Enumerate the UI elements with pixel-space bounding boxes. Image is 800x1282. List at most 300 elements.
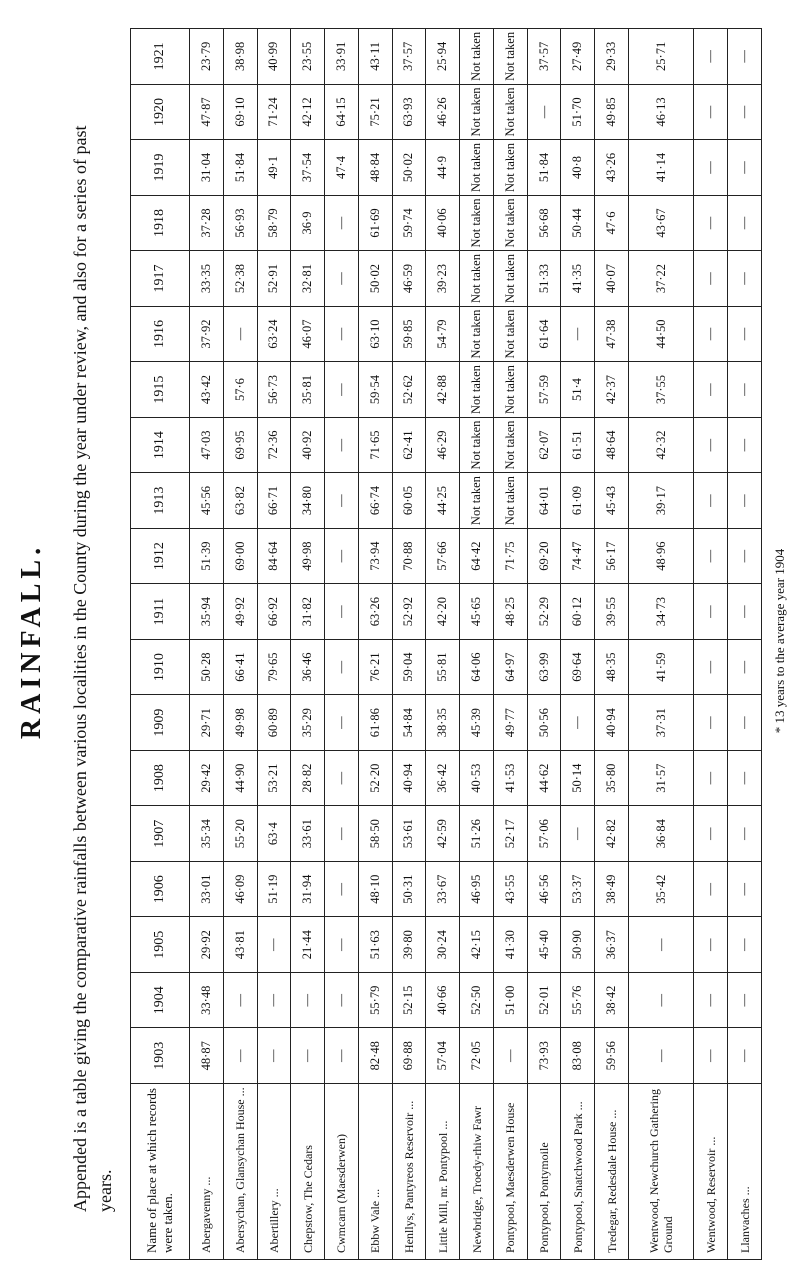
rainfall-value-cell: 30·24	[426, 917, 460, 973]
rainfall-value-cell: 63·26	[358, 584, 392, 640]
rainfall-value-cell: —	[325, 639, 359, 695]
rainfall-value-cell: —	[728, 639, 762, 695]
rainfall-value-cell: —	[325, 584, 359, 640]
place-name-cell: Abergavenny ...	[190, 1084, 224, 1260]
rainfall-value-cell: 48·35	[595, 639, 629, 695]
rainfall-value-cell: 50·14	[561, 750, 595, 806]
rainfall-value-cell: 76·21	[358, 639, 392, 695]
rainfall-value-cell: Not taken	[493, 84, 527, 140]
rainfall-value-cell: 69·00	[223, 528, 257, 584]
rainfall-value-cell: —	[694, 584, 728, 640]
rainfall-value-cell: 53·61	[392, 806, 426, 862]
rainfall-value-cell: 41·53	[493, 750, 527, 806]
rainfall-value-cell: 43·11	[358, 29, 392, 85]
rainfall-value-cell: 42·88	[426, 362, 460, 418]
rainfall-value-cell: 43·42	[190, 362, 224, 418]
rainfall-value-cell: 46·59	[392, 251, 426, 307]
table-row	[694, 29, 728, 1260]
table-row	[460, 29, 494, 1260]
rainfall-value-cell: Not taken	[493, 251, 527, 307]
rainfall-value-cell: —	[325, 750, 359, 806]
table-row	[223, 29, 257, 1260]
rainfall-value-cell: 52·62	[392, 362, 426, 418]
rainfall-value-cell: 52·01	[527, 972, 561, 1028]
rainfall-value-cell: 47·6	[595, 195, 629, 251]
rainfall-value-cell: 38·49	[595, 861, 629, 917]
rainfall-value-cell: —	[728, 917, 762, 973]
rainfall-value-cell: —	[694, 417, 728, 473]
rainfall-value-cell: —	[257, 972, 291, 1028]
year-column-header: 1909	[131, 695, 190, 751]
rainfall-value-cell: 49·1	[257, 140, 291, 196]
table-row	[426, 29, 460, 1260]
rainfall-value-cell: 37·54	[291, 140, 325, 196]
rainfall-value-cell: 59·04	[392, 639, 426, 695]
rainfall-value-cell: 43·81	[223, 917, 257, 973]
rainfall-value-cell: 69·10	[223, 84, 257, 140]
rainfall-value-cell: 51·4	[561, 362, 595, 418]
rainfall-value-cell: Not taken	[460, 473, 494, 529]
rainfall-value-cell: 35·80	[595, 750, 629, 806]
rainfall-value-cell: 48·25	[493, 584, 527, 640]
rainfall-value-cell: 38·42	[595, 972, 629, 1028]
rainfall-value-cell: —	[694, 362, 728, 418]
rainfall-value-cell: 41·35	[561, 251, 595, 307]
year-column-header: 1917	[131, 251, 190, 307]
rainfall-value-cell: —	[628, 917, 693, 973]
rainfall-value-cell: 64·06	[460, 639, 494, 695]
rainfall-value-cell: 52·91	[257, 251, 291, 307]
rainfall-value-cell: 48·96	[628, 528, 693, 584]
rainfall-value-cell: 23·55	[291, 29, 325, 85]
rainfall-value-cell: 72·36	[257, 417, 291, 473]
rainfall-value-cell: 46·56	[527, 861, 561, 917]
rainfall-value-cell: —	[325, 251, 359, 307]
rainfall-value-cell: 36·84	[628, 806, 693, 862]
rainfall-value-cell: 53·21	[257, 750, 291, 806]
rainfall-value-cell: Not taken	[460, 306, 494, 362]
rainfall-value-cell: Not taken	[493, 29, 527, 85]
rainfall-value-cell: 36·42	[426, 750, 460, 806]
rainfall-value-cell: Not taken	[460, 84, 494, 140]
rainfall-value-cell: 36·37	[595, 917, 629, 973]
table-row	[392, 29, 426, 1260]
rainfall-value-cell: —	[728, 251, 762, 307]
rainfall-value-cell: 31·82	[291, 584, 325, 640]
place-name-cell: Newbridge, Troedy-rhiw Fawr	[460, 1084, 494, 1260]
rainfall-value-cell: —	[694, 29, 728, 85]
rainfall-value-cell: —	[728, 861, 762, 917]
rainfall-value-cell: 51·70	[561, 84, 595, 140]
rainfall-value-cell: 60·12	[561, 584, 595, 640]
rainfall-value-cell: 41·59	[628, 639, 693, 695]
rainfall-value-cell: 49·98	[291, 528, 325, 584]
year-column-header: 1914	[131, 417, 190, 473]
rainfall-value-cell: 39·80	[392, 917, 426, 973]
rainfall-value-cell: —	[628, 1028, 693, 1084]
rainfall-value-cell: 71·65	[358, 417, 392, 473]
table-row	[628, 29, 693, 1260]
rainfall-value-cell: 48·84	[358, 140, 392, 196]
rainfall-value-cell: Not taken	[493, 306, 527, 362]
rainfall-value-cell: 45·65	[460, 584, 494, 640]
rainfall-value-cell: Not taken	[493, 473, 527, 529]
place-name-cell: Wentwood, Newchurch Gathering Ground	[628, 1084, 693, 1260]
place-name-cell: Pontypool, Maesderwen House	[493, 1084, 527, 1260]
place-name-cell: Pontypool, Pontymoile	[527, 1084, 561, 1260]
rainfall-value-cell: —	[694, 861, 728, 917]
rainfall-value-cell: 41·14	[628, 140, 693, 196]
rainfall-value-cell: 40·07	[595, 251, 629, 307]
rainfall-value-cell: 73·93	[527, 1028, 561, 1084]
place-name-cell: Wentwood, Reservoir ...	[694, 1084, 728, 1260]
rainfall-value-cell: —	[694, 140, 728, 196]
rainfall-value-cell: 51·39	[190, 528, 224, 584]
rainfall-value-cell: 58·79	[257, 195, 291, 251]
place-name-cell: Pontypool, Snatchwood Park ...	[561, 1084, 595, 1260]
rainfall-value-cell: 60·05	[392, 473, 426, 529]
rainfall-value-cell: —	[291, 972, 325, 1028]
rainfall-value-cell: 50·31	[392, 861, 426, 917]
table-row	[728, 29, 762, 1260]
rainfall-value-cell: 82·48	[358, 1028, 392, 1084]
rainfall-value-cell: 43·55	[493, 861, 527, 917]
rainfall-value-cell: 33·91	[325, 29, 359, 85]
table-row	[257, 29, 291, 1260]
rainfall-value-cell: —	[223, 306, 257, 362]
rainfall-value-cell: —	[728, 473, 762, 529]
rainfall-value-cell: 21·44	[291, 917, 325, 973]
rainfall-value-cell: —	[325, 417, 359, 473]
rainfall-value-cell: Not taken	[460, 362, 494, 418]
rainfall-value-cell: 55·76	[561, 972, 595, 1028]
rainfall-value-cell: —	[561, 306, 595, 362]
rainfall-value-cell: —	[257, 1028, 291, 1084]
rainfall-value-cell: 40·92	[291, 417, 325, 473]
rainfall-value-cell: 29·92	[190, 917, 224, 973]
rainfall-value-cell: 48·64	[595, 417, 629, 473]
rainfall-value-cell: Not taken	[493, 362, 527, 418]
rainfall-value-cell: Not taken	[460, 417, 494, 473]
rainfall-value-cell: 40·94	[595, 695, 629, 751]
year-column-header: 1910	[131, 639, 190, 695]
rainfall-value-cell: —	[728, 584, 762, 640]
rainfall-value-cell: 61·69	[358, 195, 392, 251]
rainfall-value-cell: Not taken	[493, 140, 527, 196]
rainfall-value-cell: 55·20	[223, 806, 257, 862]
rainfall-value-cell: 41·30	[493, 917, 527, 973]
rainfall-value-cell: 63·24	[257, 306, 291, 362]
year-column-header: 1920	[131, 84, 190, 140]
rainfall-value-cell: —	[728, 84, 762, 140]
rainfall-value-cell: 52·50	[460, 972, 494, 1028]
rainfall-value-cell: 62·41	[392, 417, 426, 473]
table-row	[527, 29, 561, 1260]
place-column-header: Name of place at which records were taken.	[131, 1084, 190, 1260]
rainfall-value-cell: —	[694, 750, 728, 806]
rainfall-value-cell: 32·81	[291, 251, 325, 307]
rainfall-value-cell: Not taken	[460, 251, 494, 307]
year-column-header: 1912	[131, 528, 190, 584]
rainfall-value-cell: 84·64	[257, 528, 291, 584]
rainfall-value-cell: 37·92	[190, 306, 224, 362]
rainfall-value-cell: 43·26	[595, 140, 629, 196]
rainfall-value-cell: —	[325, 861, 359, 917]
rainfall-value-cell: —	[694, 306, 728, 362]
rainfall-value-cell: 70·88	[392, 528, 426, 584]
rainfall-value-cell: —	[325, 306, 359, 362]
year-column-header: 1921	[131, 29, 190, 85]
rainfall-value-cell: —	[493, 1028, 527, 1084]
rainfall-value-cell: 63·10	[358, 306, 392, 362]
rainfall-value-cell: 57·04	[426, 1028, 460, 1084]
rainfall-value-cell: 66·92	[257, 584, 291, 640]
rainfall-value-cell: —	[728, 528, 762, 584]
rainfall-value-cell: —	[694, 84, 728, 140]
rainfall-value-cell: Not taken	[493, 195, 527, 251]
rainfall-value-cell: 45·43	[595, 473, 629, 529]
rainfall-value-cell: —	[325, 806, 359, 862]
rainfall-value-cell: 40·66	[426, 972, 460, 1028]
rainfall-value-cell: —	[694, 806, 728, 862]
rainfall-value-cell: 79·65	[257, 639, 291, 695]
rainfall-value-cell: 44·50	[628, 306, 693, 362]
rainfall-value-cell: 49·92	[223, 584, 257, 640]
rainfall-value-cell: 47·03	[190, 417, 224, 473]
rainfall-value-cell: —	[728, 29, 762, 85]
rainfall-value-cell: 54·79	[426, 306, 460, 362]
rainfall-value-cell: 69·64	[561, 639, 595, 695]
rainfall-value-cell: 27·49	[561, 29, 595, 85]
year-column-header: 1907	[131, 806, 190, 862]
intro-paragraph: Appended is a table giving the comparative rainfalls between various localities in the County during the year under review, and also for a series of past years.	[70, 125, 115, 1212]
rainfall-value-cell: 33·67	[426, 861, 460, 917]
rainfall-value-cell: 62·07	[527, 417, 561, 473]
rainfall-value-cell: 69·95	[223, 417, 257, 473]
rainfall-value-cell: 31·04	[190, 140, 224, 196]
rainfall-value-cell: 44·25	[426, 473, 460, 529]
place-name-cell: Henllys, Pantyreos Reservoir ...	[392, 1084, 426, 1260]
rainfall-value-cell: Not taken	[460, 140, 494, 196]
rainfall-value-cell: 51·33	[527, 251, 561, 307]
rainfall-value-cell: 49·98	[223, 695, 257, 751]
rainfall-value-cell: 63·99	[527, 639, 561, 695]
place-name-cell: Little Mill, nr. Pontypool ...	[426, 1084, 460, 1260]
rainfall-value-cell: Not taken	[493, 417, 527, 473]
rainfall-value-cell: —	[694, 639, 728, 695]
year-column-header: 1908	[131, 750, 190, 806]
rainfall-value-cell: 37·22	[628, 251, 693, 307]
rainfall-value-cell: 51·00	[493, 972, 527, 1028]
rainfall-value-cell: 31·94	[291, 861, 325, 917]
rainfall-value-cell: 42·15	[460, 917, 494, 973]
place-name-cell: Cwmcarn (Maesderwen)	[325, 1084, 359, 1260]
rainfall-value-cell: 47·4	[325, 140, 359, 196]
rainfall-value-cell: 46·95	[460, 861, 494, 917]
rainfall-value-cell: 59·74	[392, 195, 426, 251]
place-name-cell: Ebbw Vale ...	[358, 1084, 392, 1260]
rainfall-value-cell: —	[728, 140, 762, 196]
rainfall-value-cell: 34·73	[628, 584, 693, 640]
rainfall-value-cell: Not taken	[460, 29, 494, 85]
rainfall-value-cell: 33·01	[190, 861, 224, 917]
rainfall-value-cell: 23·79	[190, 29, 224, 85]
rainfall-value-cell: —	[223, 972, 257, 1028]
rainfall-value-cell: 69·20	[527, 528, 561, 584]
rainfall-value-cell: —	[694, 528, 728, 584]
rainfall-value-cell: —	[728, 1028, 762, 1084]
rainfall-value-cell: 56·68	[527, 195, 561, 251]
rainfall-value-cell: 51·26	[460, 806, 494, 862]
rainfall-value-cell: 33·48	[190, 972, 224, 1028]
rainfall-value-cell: 50·90	[561, 917, 595, 973]
rainfall-value-cell: 33·61	[291, 806, 325, 862]
rainfall-value-cell: —	[694, 972, 728, 1028]
rainfall-value-cell: —	[728, 695, 762, 751]
rainfall-value-cell: 52·29	[527, 584, 561, 640]
rainfall-value-cell: 45·40	[527, 917, 561, 973]
rainfall-value-cell: —	[325, 917, 359, 973]
table-row	[493, 29, 527, 1260]
rainfall-value-cell: 46·07	[291, 306, 325, 362]
year-column-header: 1913	[131, 473, 190, 529]
rainfall-value-cell: 64·01	[527, 473, 561, 529]
rainfall-value-cell: 42·82	[595, 806, 629, 862]
rainfall-value-cell: 55·79	[358, 972, 392, 1028]
rainfall-value-cell: 42·37	[595, 362, 629, 418]
rainfall-value-cell: 35·29	[291, 695, 325, 751]
rainfall-value-cell: 63·93	[392, 84, 426, 140]
rainfall-value-cell: 39·17	[628, 473, 693, 529]
rainfall-value-cell: Not taken	[460, 195, 494, 251]
rainfall-value-cell: —	[694, 473, 728, 529]
rainfall-value-cell: 50·02	[358, 251, 392, 307]
rainfall-value-cell: 31·57	[628, 750, 693, 806]
table-row	[561, 29, 595, 1260]
rainfall-value-cell: 61·86	[358, 695, 392, 751]
rainfall-value-cell: 59·85	[392, 306, 426, 362]
rainfall-value-cell: —	[628, 972, 693, 1028]
rainfall-value-cell: 29·71	[190, 695, 224, 751]
rainfall-value-cell: —	[325, 528, 359, 584]
rainfall-value-cell: —	[728, 750, 762, 806]
place-name-cell: Abersychan, Glansychan House ...	[223, 1084, 257, 1260]
rainfall-value-cell: 29·33	[595, 29, 629, 85]
rainfall-value-cell: 71·75	[493, 528, 527, 584]
rainfall-value-cell: 56·73	[257, 362, 291, 418]
rainfall-value-cell: 57·59	[527, 362, 561, 418]
rainfall-value-cell: 37·55	[628, 362, 693, 418]
rainfall-value-cell: 52·20	[358, 750, 392, 806]
rainfall-value-cell: 55·81	[426, 639, 460, 695]
rainfall-value-cell: —	[728, 195, 762, 251]
rainfall-value-cell: —	[728, 362, 762, 418]
rainfall-value-cell: 25·94	[426, 29, 460, 85]
rainfall-value-cell: 63·82	[223, 473, 257, 529]
table-row	[291, 29, 325, 1260]
rainfall-value-cell: 37·57	[527, 29, 561, 85]
rainfall-value-cell: —	[325, 972, 359, 1028]
place-name-cell: Abertillery ...	[257, 1084, 291, 1260]
rainfall-value-cell: 44·90	[223, 750, 257, 806]
rainfall-value-cell: 40·8	[561, 140, 595, 196]
rainfall-value-cell: 47·87	[190, 84, 224, 140]
rainfall-value-cell: —	[561, 806, 595, 862]
rainfall-value-cell: 64·97	[493, 639, 527, 695]
rainfall-value-cell: 75·21	[358, 84, 392, 140]
rainfall-value-cell: 49·77	[493, 695, 527, 751]
rainfall-value-cell: 60·89	[257, 695, 291, 751]
rainfall-value-cell: 50·56	[527, 695, 561, 751]
rainfall-table	[130, 28, 762, 1260]
rainfall-value-cell: —	[325, 195, 359, 251]
rainfall-value-cell: —	[527, 84, 561, 140]
rainfall-value-cell: 33·35	[190, 251, 224, 307]
rainfall-value-cell: 50·28	[190, 639, 224, 695]
rainfall-value-cell: 51·84	[527, 140, 561, 196]
year-column-header: 1906	[131, 861, 190, 917]
year-column-header: 1916	[131, 306, 190, 362]
rainfall-value-cell: 36·9	[291, 195, 325, 251]
rainfall-value-cell: 36·46	[291, 639, 325, 695]
rainfall-value-cell: 64·42	[460, 528, 494, 584]
rainfall-value-cell: —	[694, 695, 728, 751]
rainfall-value-cell: 49·85	[595, 84, 629, 140]
rainfall-value-cell: 47·38	[595, 306, 629, 362]
rainfall-value-cell: 39·55	[595, 584, 629, 640]
rainfall-value-cell: 61·64	[527, 306, 561, 362]
rainfall-value-cell: —	[728, 806, 762, 862]
place-name-cell: Llanvaches ...	[728, 1084, 762, 1260]
rainfall-value-cell: 74·47	[561, 528, 595, 584]
rainfall-value-cell: 64·15	[325, 84, 359, 140]
rainfall-value-cell: —	[325, 362, 359, 418]
rainfall-value-cell: 45·56	[190, 473, 224, 529]
rainfall-value-cell: 43·67	[628, 195, 693, 251]
rainfall-value-cell: 66·71	[257, 473, 291, 529]
rainfall-value-cell: 58·50	[358, 806, 392, 862]
rainfall-value-cell: 51·63	[358, 917, 392, 973]
place-name-cell: Chepstow, The Cedars	[291, 1084, 325, 1260]
rainfall-value-cell: 42·12	[291, 84, 325, 140]
rainfall-value-cell: 69·88	[392, 1028, 426, 1084]
rainfall-value-cell: —	[325, 1028, 359, 1084]
rainfall-value-cell: 61·09	[561, 473, 595, 529]
rainfall-value-cell: 39·23	[426, 251, 460, 307]
rainfall-value-cell: —	[694, 251, 728, 307]
rainfall-value-cell: 42·32	[628, 417, 693, 473]
rainfall-value-cell: 50·44	[561, 195, 595, 251]
rainfall-value-cell: 40·53	[460, 750, 494, 806]
table-row	[325, 29, 359, 1260]
rainfall-value-cell: —	[694, 195, 728, 251]
rainfall-value-cell: 40·94	[392, 750, 426, 806]
rainfall-value-cell: 35·81	[291, 362, 325, 418]
rainfall-value-cell: 57·66	[426, 528, 460, 584]
year-column-header: 1919	[131, 140, 190, 196]
rainfall-value-cell: 46·09	[223, 861, 257, 917]
rainfall-value-cell: 48·87	[190, 1028, 224, 1084]
rainfall-value-cell: 37·57	[392, 29, 426, 85]
place-name-cell: Tredegar, Redesdale House ...	[595, 1084, 629, 1260]
rainfall-value-cell: 56·93	[223, 195, 257, 251]
rainfall-value-cell: 46·29	[426, 417, 460, 473]
rainfall-value-cell: —	[728, 306, 762, 362]
rainfall-value-cell: 71·24	[257, 84, 291, 140]
rainfall-value-cell: 52·17	[493, 806, 527, 862]
table-row	[358, 29, 392, 1260]
year-column-header: 1904	[131, 972, 190, 1028]
